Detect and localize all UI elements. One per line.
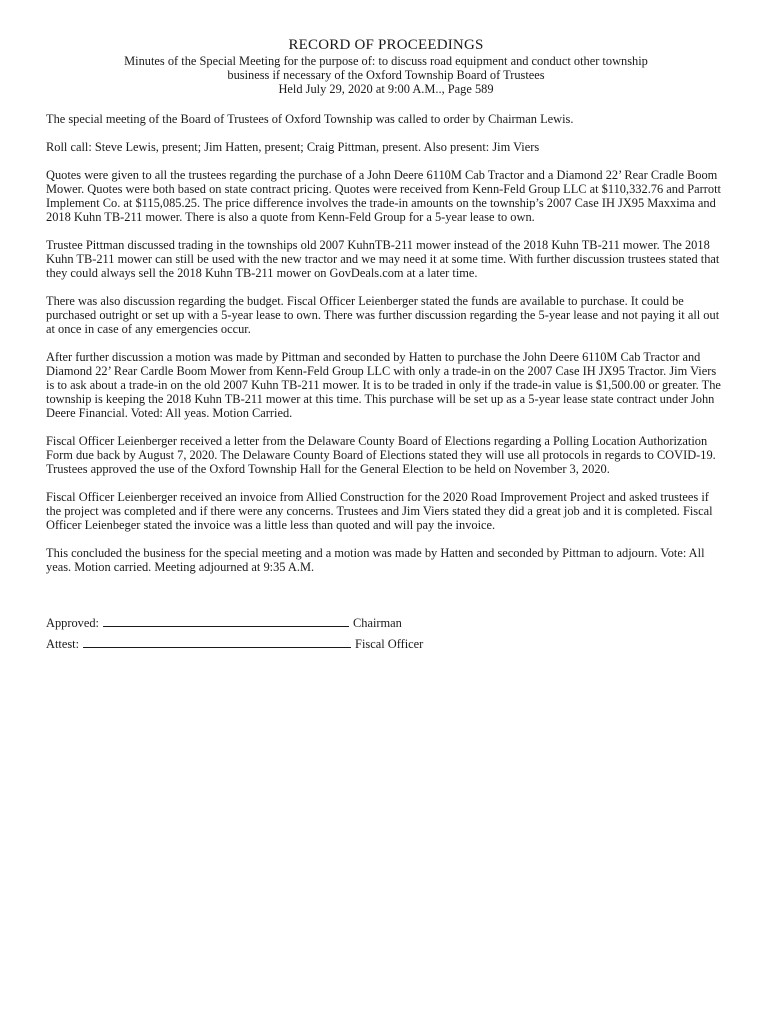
attest-label: Attest: (46, 637, 80, 651)
meeting-purpose-line-2: business if necessary of the Oxford Township Board of Trustees (227, 68, 545, 82)
road-invoice-paragraph: Fiscal Officer Leienberger received an invoice from Allied Construction for the 2020 Road Improvement Project and asked trustees if the project was completed and if there were any concerns. Trustees and Jim Viers stated they did a great job and it is completed. Fiscal Officer Leienbeger stated the invoice was a little less than quoted and will pay the invoice. (46, 490, 713, 532)
roll-call-paragraph: Roll call: Steve Lewis, present; Jim Hatten, present; Craig Pittman, present. Also present: Jim Viers (46, 140, 540, 154)
document-page (46, 36, 726, 651)
budget-discussion-paragraph: There was also discussion regarding the budget. Fiscal Officer Leienberger stated the funds are available to purchase. It could be purchased outright or set up with a 5-year lease to own. There was further discussion regarding the 5-year lease and not paying it all out at once in case of any emergencies occur. (46, 294, 720, 336)
purchase-motion-paragraph: After further discussion a motion was made by Pittman and seconded by Hatten to purchase the John Deere 6110M Cab Tractor and Diamond 22’ Rear Cardle Boom Mower from Kenn-Feld Group LLC with only a trade-in on the 2007 Case IH JX95 Tractor. Jim Viers is to ask about a trade-in on the old 2007 Kuhn TB-211 mower. It is to be traded in only if the trade-in value is $1,500.00 or greater. The township is keeping the 2018 Kuhn TB-211 mower at this time. This purchase will be set up as a 5-year lease state contract under John Deere Financial. Voted: All yeas. Motion Carried. (46, 350, 721, 420)
adjournment-paragraph: This concluded the business for the special meeting and a motion was made by Hatten and seconded by Pittman to adjourn. Vote: All yeas. Motion carried. Meeting adjourned at 9:35 A.M. (46, 546, 705, 574)
approved-signature-blank (103, 616, 349, 627)
meeting-date-line: Held July 29, 2020 at 9:00 A.M.., Page 589 (278, 82, 494, 96)
approved-signature-line (46, 616, 726, 630)
approved-role: Chairman (353, 616, 402, 630)
meeting-purpose-line-1: Minutes of the Special Meeting for the purpose of: to discuss road equipment and conduct other township (124, 54, 648, 68)
attest-signature-line (46, 637, 726, 651)
quotes-paragraph: Quotes were given to all the trustees regarding the purchase of a John Deere 6110M Cab Tractor and a Diamond 22’ Rear Cradle Boom Mower. Quotes were both based on state contract pricing. Quotes were received from Kenn-Feld Group LLC at $110,332.76 and Parrott Implement Co. at $115,085.25. The price difference involves the trade-in amounts on the township’s 2007 Case IH JX95 Maxxima and 2018 Kuhn TB-211 mower. There is also a quote from Kenn-Feld Group for a 5-year lease to own. (46, 168, 721, 224)
approved-label: Approved: (46, 616, 99, 630)
attest-role: Fiscal Officer (355, 637, 424, 651)
elections-letter-paragraph: Fiscal Officer Leienberger received a letter from the Delaware County Board of Elections regarding a Polling Location Authorization Form due back by August 7, 2020. The Delaware County Board of Elections stated they will use all protocols in regards to COVID-19. Trustees approved the use of the Oxford Township Hall for the General Election to be held on November 3, 2020. (46, 434, 716, 476)
document-title: RECORD OF PROCEEDINGS (288, 37, 484, 53)
trade-in-discussion-paragraph: Trustee Pittman discussed trading in the townships old 2007 KuhnTB-211 mower instead of the 2018 Kuhn TB-211 mower. The 2018 Kuhn TB-211 mower can still be used with the new tractor and we may need it at some time. With further discussion trustees stated that they could always sell the 2018 Kuhn TB-211 mower on GovDeals.com at a later time. (46, 238, 720, 280)
attest-signature-blank (83, 637, 351, 648)
call-to-order-paragraph: The special meeting of the Board of Trustees of Oxford Township was called to order by Chairman Lewis. (46, 112, 574, 126)
